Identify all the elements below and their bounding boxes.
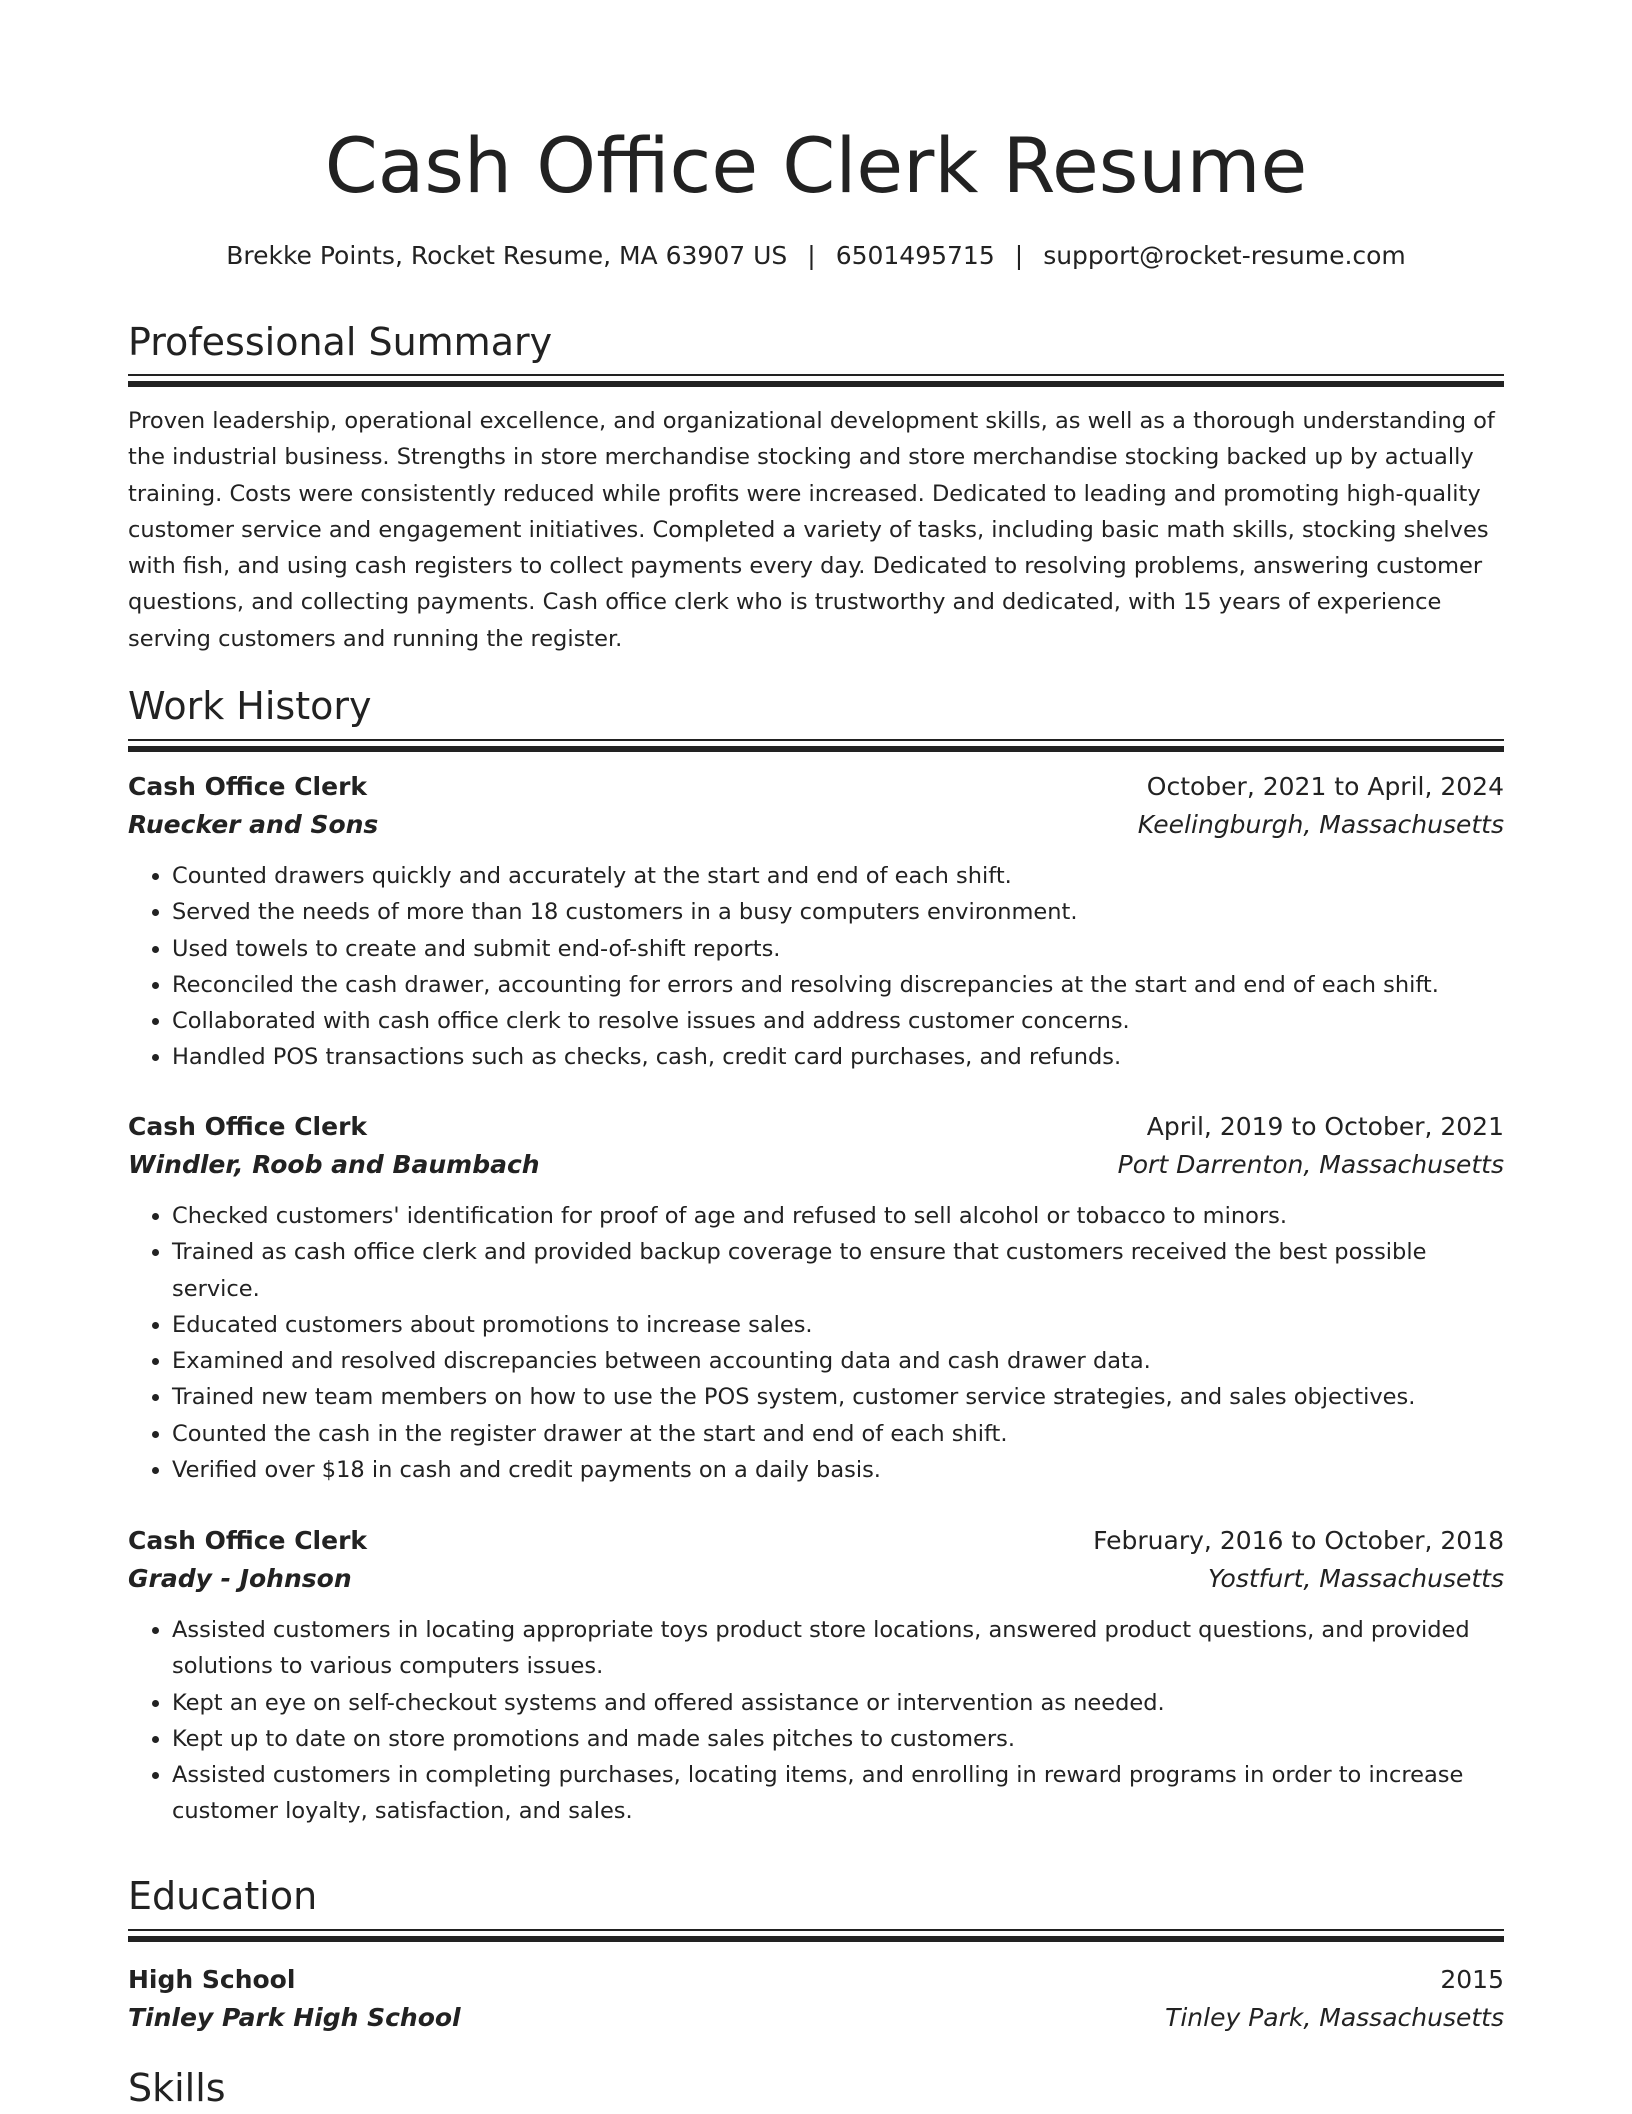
summary-divider <box>128 374 1504 387</box>
contact-separator: | <box>1014 241 1024 270</box>
summary-heading: Professional Summary <box>128 320 553 364</box>
job-company: Grady - Johnson <box>128 1564 352 1593</box>
job-bullet: • Assisted customers in completing purchases, locating items, and enrolling in reward programs in order to increase customer loyalty, satisfaction, and sales. <box>172 1757 1504 1830</box>
education-divider <box>128 1929 1504 1942</box>
job-dates: February, 2016 to October, 2018 <box>1093 1526 1504 1555</box>
job-bullet: • Used towels to create and submit end-of-shift reports. <box>172 931 1504 967</box>
work-history-heading: Work History <box>128 684 372 728</box>
job-company: Ruecker and Sons <box>128 810 379 839</box>
job-dates: October, 2021 to April, 2024 <box>1146 772 1504 801</box>
job-bullet: • Kept up to date on store promotions and made sales pitches to customers. <box>172 1721 1504 1757</box>
job-bullet-list <box>128 1198 1504 1488</box>
education-year: 2015 <box>1440 1965 1504 1994</box>
job-bullet: • Trained as cash office clerk and provided backup coverage to ensure that customers received the best possible service. <box>172 1234 1504 1307</box>
job-bullet: • Checked customers' identification for proof of age and refused to sell alcohol or tobacco to minors. <box>172 1198 1504 1234</box>
job-dates: April, 2019 to October, 2021 <box>1146 1112 1504 1141</box>
education-location: Tinley Park, Massachusetts <box>1165 2003 1504 2032</box>
summary-text: Proven leadership, operational excellence, and organizational development skills, as well as a thorough understanding of the industrial business. Strengths in store merchandise stocking and store merchandise stocking backed up by actually training. Costs were consistently reduced while profits were increased. Dedicated to leading and promoting high-quality customer service and engagement initiatives. Completed a variety of tasks, including basic math skills, stocking shelves with fish, and using cash registers to collect payments every day. Dedicated to resolving problems, answering customer questions, and collecting payments. Cash office clerk who is trustworthy and dedicated, with 15 years of experience serving customers and running the register. <box>128 408 1495 652</box>
skills-heading: Skills <box>128 2066 226 2110</box>
job-entry <box>128 1108 1504 1488</box>
job-bullet: • Counted drawers quickly and accurately at the start and end of each shift. <box>172 858 1504 894</box>
education-degree: High School <box>128 1965 296 1994</box>
job-bullet: • Kept an eye on self-checkout systems and offered assistance or intervention as needed. <box>172 1685 1504 1721</box>
work-history-divider <box>128 739 1504 752</box>
contact-separator: | <box>807 241 816 270</box>
job-entry <box>128 1522 1504 1830</box>
job-bullet: • Assisted customers in locating appropriate toys product store locations, answered product questions, and provided solutions to various computers issues. <box>172 1612 1504 1685</box>
contact-email: support@rocket-resume.com <box>1043 241 1406 270</box>
job-bullet: • Trained new team members on how to use the POS system, customer service strategies, and sales objectives. <box>172 1379 1504 1415</box>
work-history-section <box>128 680 1504 732</box>
job-location: Port Darrenton, Massachusetts <box>1117 1150 1504 1179</box>
job-bullet: • Examined and resolved discrepancies between accounting data and cash drawer data. <box>172 1343 1504 1379</box>
education-section <box>128 1870 1504 1922</box>
job-company: Windler, Roob and Baumbach <box>128 1150 540 1179</box>
job-bullet: • Collaborated with cash office clerk to resolve issues and address customer concerns. <box>172 1003 1504 1039</box>
job-location: Keelingburgh, Massachusetts <box>1137 810 1504 839</box>
summary-section <box>128 316 1504 368</box>
education-entry <box>128 1961 1504 2037</box>
education-heading: Education <box>128 1874 318 1918</box>
job-bullet-list <box>128 1612 1504 1830</box>
job-bullet: • Reconciled the cash drawer, accounting for errors and resolving discrepancies at the start and end of each shift. <box>172 967 1504 1003</box>
job-bullet: • Served the needs of more than 18 customers in a busy computers environment. <box>172 894 1504 930</box>
job-title: Cash Office Clerk <box>128 1526 368 1555</box>
job-bullet-list <box>128 858 1504 1076</box>
job-title: Cash Office Clerk <box>128 1112 368 1141</box>
job-bullet: • Educated customers about promotions to increase sales. <box>172 1307 1504 1343</box>
skills-section <box>128 2062 1504 2114</box>
job-bullet: • Counted the cash in the register drawer at the start and end of each shift. <box>172 1416 1504 1452</box>
job-bullet: • Verified over $18 in cash and credit payments on a daily basis. <box>172 1452 1504 1488</box>
job-location: Yostfurt, Massachusetts <box>1208 1564 1504 1593</box>
contact-address: Brekke Points, Rocket Resume, MA 63907 US <box>226 241 788 270</box>
job-bullet: • Handled POS transactions such as checks, cash, credit card purchases, and refunds. <box>172 1039 1504 1075</box>
resume-title: Cash Office Clerk Resume <box>324 121 1308 210</box>
contact-line <box>128 238 1504 274</box>
education-school: Tinley Park High School <box>128 2003 461 2032</box>
contact-phone: 6501495715 <box>835 241 995 270</box>
job-title: Cash Office Clerk <box>128 772 368 801</box>
job-entry <box>128 768 1504 1076</box>
